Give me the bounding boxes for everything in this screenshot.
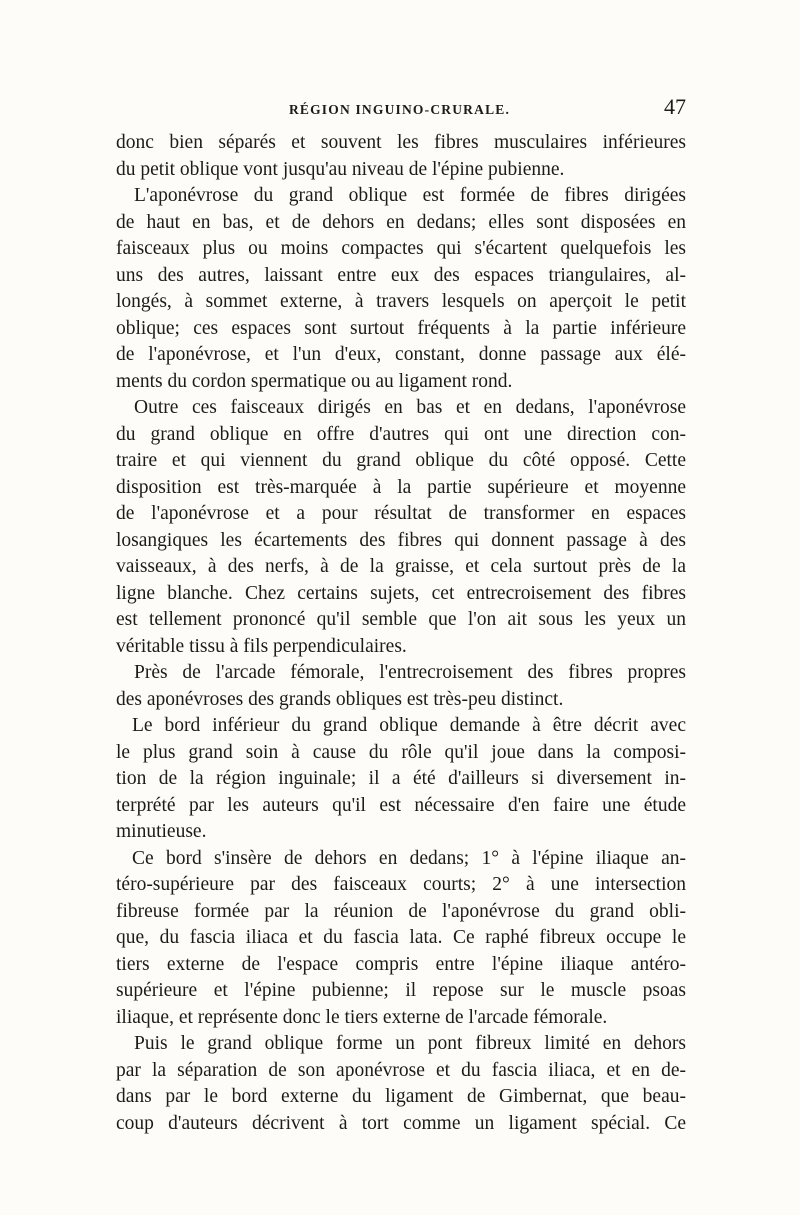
text-line: losangiques les écartements des fibres qui donnent passage à des — [116, 529, 686, 551]
text-line: longés, à sommet externe, à travers lesquels on aperçoit le petit — [116, 291, 686, 312]
paragraph-first-line: L'aponévrose du grand oblique est formée de fibres dirigées — [134, 185, 686, 206]
text-line: est tellement prononcé qu'il semble que l'on ait sous les yeux un — [116, 609, 686, 630]
text-line: de haut en bas, et de dehors en dedans; elles sont disposées en — [116, 211, 686, 233]
text-line: supérieure et l'épine pubienne; il repose sur le muscle psoas — [116, 980, 686, 1001]
text-line: vaisseaux, à des nerfs, à de la graisse, et cela surtout près de la — [116, 556, 686, 577]
text-line: minutieuse. — [116, 821, 207, 842]
text-line: ligne blanche. Chez certains sujets, cet entrecroisement des fibres — [116, 582, 686, 604]
page-number: 47 — [664, 94, 686, 119]
text-line: de l'aponévrose, et l'un d'eux, constant, donne passage aux élé- — [116, 344, 686, 365]
paragraph-first-line: Outre ces faisceaux dirigés en bas et en dedans, l'aponévrose — [134, 397, 686, 418]
text-line: que, du fascia iliaca et du fascia lata. Ce raphé fibreux occupe le — [116, 927, 686, 948]
paragraph-first-line: Près de l'arcade fémorale, l'entrecroisement des fibres propres — [134, 662, 686, 683]
text-line: fibreuse formée par la réunion de l'aponévrose du grand obli- — [116, 900, 686, 922]
text-line: le plus grand soin à cause du rôle qu'il joue dans la composi- — [116, 741, 686, 763]
text-line: tiers externe de l'espace compris entre l'épine iliaque antéro- — [116, 953, 686, 975]
text-line: tion de la région inguinale; il a été d'ailleurs si diversement in- — [116, 768, 686, 789]
text-line: coup d'auteurs décrivent à tort comme un ligament spécial. Ce — [116, 1112, 686, 1134]
text-line: disposition est très-marquée à la partie supérieure et moyenne — [116, 476, 686, 498]
running-title: RÉGION INGUINO-CRURALE. — [288, 102, 511, 117]
body-text — [116, 130, 686, 1137]
paragraph-first-line: Le bord inférieur du grand oblique demande à être décrit avec — [132, 715, 686, 736]
text-line: terprété par les auteurs qu'il est nécessaire d'en faire une étude — [116, 794, 686, 816]
text-line: oblique; ces espaces sont surtout fréquents à la partie inférieure — [116, 317, 686, 339]
text-line: du grand oblique en offre d'autres qui ont une direction con- — [116, 423, 686, 445]
text-line: faisceaux plus ou moins compactes qui s'écartent quelquefois les — [116, 238, 686, 259]
text-line: par la séparation de son aponévrose et du fascia iliaca, et en de- — [116, 1059, 686, 1081]
text-line: dans par le bord externe du ligament de Gimbernat, que beau- — [116, 1086, 686, 1107]
text-line: uns des autres, laissant entre eux des espaces triangulaires, al- — [116, 264, 686, 286]
paragraph-first-line: Puis le grand oblique forme un pont fibreux limité en dehors — [134, 1033, 686, 1054]
text-line: iliaque, et représente donc le tiers externe de l'arcade fémorale. — [116, 1006, 608, 1028]
text-line: véritable tissu à fils perpendiculaires. — [116, 635, 407, 657]
text-line: des aponévroses des grands obliques est très-peu distinct. — [116, 688, 564, 710]
text-line: téro-supérieure par des faisceaux courts; 2° à une intersection — [116, 874, 686, 895]
text-line: traire et qui viennent du grand oblique du côté opposé. Cette — [116, 450, 686, 471]
text-line: du petit oblique vont jusqu'au niveau de l'épine pubienne. — [116, 158, 565, 180]
text-line: ments du cordon spermatique ou au ligament rond. — [116, 370, 513, 392]
text-line: donc bien séparés et souvent les fibres musculaires inférieures — [116, 132, 686, 153]
running-head — [113, 94, 686, 124]
paragraph-first-line: Ce bord s'insère de dehors en dedans; 1° à l'épine iliaque an- — [132, 847, 686, 869]
text-line: de l'aponévrose et a pour résultat de transformer en espaces — [116, 503, 686, 524]
